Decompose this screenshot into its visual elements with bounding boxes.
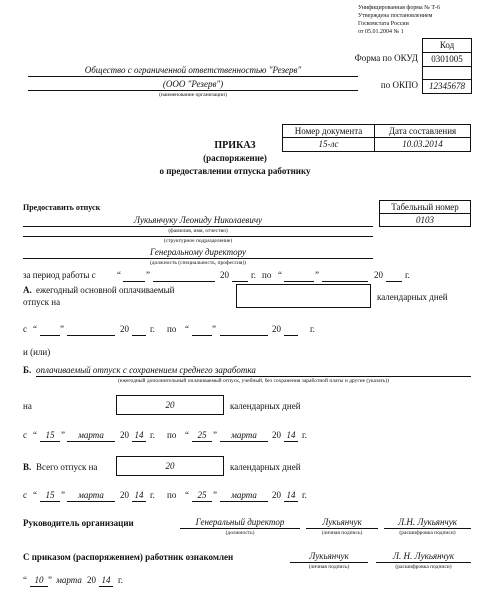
section-b-on: на [23,401,32,411]
v-day-to: 25 [192,490,212,502]
a-day-from-line [40,335,60,336]
period-day-from-line [123,281,145,282]
org-name-line1: Общество с ограниченной ответственностью "Резерв" [28,64,358,77]
section-b-days-box: 20 [116,395,224,415]
org-name-line2: (ООО "Резерв") [28,78,358,91]
section-v-days-label: календарных дней [230,462,301,472]
okpo-value: 12345678 [422,79,472,94]
b-year-from: 14 [132,430,146,442]
year-prefix: 20 [120,430,129,440]
ack-sign-caption: (личная подпись) [308,564,350,570]
period-day-to-line [284,281,314,282]
year-prefix: 20 [272,324,281,334]
approval-block [358,4,440,36]
period-year-prefix: 20 [220,270,229,280]
section-v-letter: В. [23,462,32,472]
to-label: по [167,324,177,334]
section-a-from: с [23,324,27,334]
okpo-label: по ОКПО [380,80,418,90]
a-year-to-line [284,335,298,336]
period-year-prefix: 20 [374,270,383,280]
b-year-to: 14 [284,430,298,442]
head-label: Руководитель организации [23,518,134,528]
doc-date-value: 10.03.2014 [374,137,471,152]
org-caption: (наименование организации) [159,92,227,98]
okud-value: 0301005 [422,52,472,67]
b-month-from: марта [67,430,115,442]
year-prefix: 20 [272,490,281,500]
period-quote-open: “ [117,270,121,280]
period-g: г. [251,270,256,280]
ack-sign: Лукьянчук [290,551,368,563]
g-label: г. [150,430,155,440]
head-position: Генеральный директор [180,517,300,529]
period-quote-open: “ [278,270,282,280]
title-rasporyazhenie: (распоряжение) [203,153,267,163]
section-a-line1: ежегодный основной оплачиваемый [36,285,175,295]
g-label: г. [150,490,155,500]
doc-date-header: Дата составления [374,124,471,138]
period-month-from-line [153,281,215,282]
dept-line [23,236,373,237]
ack-g: г. [118,575,123,585]
approval-line: от 05.01.2004 № 1 [358,29,404,35]
quote-open: “ [185,490,189,500]
or-label: и (или) [23,347,51,357]
decode-caption: (расшифровка подписи) [399,530,456,536]
title-subject: о предоставлении отпуска работнику [159,166,311,176]
fio-caption: (фамилия, имя, отчество) [168,228,228,234]
title-prikaz: ПРИКАЗ [214,140,256,151]
ack-year: 14 [99,575,113,587]
quote-close: ” [213,490,217,500]
quote-open: “ [33,430,37,440]
a-month-from-line [67,335,115,336]
head-sign: Лукьянчук [306,517,378,529]
section-a-days-label: календарных дней [377,292,448,302]
doc-number-value: 15-лс [282,137,375,152]
approval-line: Госкомстата России [358,21,409,27]
g-label: г. [302,490,307,500]
period-label: за период работы с [23,270,96,280]
section-b-days-label: календарных дней [230,401,301,411]
quote-close: ” [48,575,52,585]
approval-line: Утверждена постановлением [358,13,433,19]
g-label: г. [310,324,315,334]
ack-decode: Л. Н. Лукьянчук [376,551,471,563]
quote-close: ” [212,324,216,334]
quote-close: ” [61,430,65,440]
b-month-to: марта [220,430,268,442]
code-header: Код [422,38,472,52]
section-a-line2: отпуск на [23,297,61,307]
section-b-letter: Б. [23,365,32,375]
v-month-to: марта [220,490,268,502]
doc-number-header: Номер документа [282,124,375,138]
period-month-to-line [322,281,368,282]
v-from: с [23,490,27,500]
period-quote-close: ” [146,270,150,280]
ack-label: С приказом (распоряжением) работник ознакомлен [23,552,234,562]
ack-decode-caption: (расшифровка подписи) [395,564,452,570]
position-value: Генеральному директору [23,246,373,259]
to-label: по [167,430,177,440]
to-label: по [167,490,177,500]
period-g: г. [405,270,410,280]
period-quote-close: ” [315,270,319,280]
year-prefix: 20 [272,430,281,440]
tab-number-header: Табельный номер [379,200,471,214]
b-day-from: 15 [40,430,60,442]
approval-line: Унифицированная форма № Т-6 [358,5,441,11]
a-day-to-line [192,335,212,336]
section-a-letter: А. [23,285,32,295]
quote-open: “ [185,430,189,440]
quote-open: “ [33,324,37,334]
section-b-type: оплачиваемый отпуск с сохранением среднего заработка [36,364,471,377]
b-day-to: 25 [192,430,212,442]
ack-month: марта [56,575,82,585]
position-caption: (должность (специальность, профессия)) [149,260,247,266]
v-year-from: 14 [132,490,146,502]
v-month-from: марта [67,490,115,502]
ack-day: 10 [30,575,48,587]
period-year-to-line [386,281,402,282]
a-month-to-line [220,335,268,336]
period-year-from-line [232,281,248,282]
section-a-days-box [236,284,371,308]
b-from: с [23,430,27,440]
year-prefix: 20 [120,324,129,334]
section-v-days-box: 20 [116,456,224,476]
tab-number-value: 0103 [379,213,471,227]
v-year-to: 14 [284,490,298,502]
g-label: г. [150,324,155,334]
sign-caption: (личная подпись) [321,530,363,536]
section-b-caption: (ежегодный дополнительный оплачиваемый отпуск, учебный, без сохранения заработной платы и другие (указать)) [117,378,390,384]
quote-close: ” [60,324,64,334]
quote-open: “ [33,490,37,500]
okud-label: Форма по ОКУД [354,53,418,63]
ack-year-prefix: 20 [87,575,96,585]
head-decode: Л.Н. Лукьянчук [384,517,471,529]
year-prefix: 20 [120,490,129,500]
employee-name: Лукьянчуку Леониду Николаевичу [23,214,373,227]
quote-close: ” [213,430,217,440]
section-v-label: Всего отпуск на [36,462,98,472]
pos-caption: (должность) [225,530,255,536]
quote-open: “ [23,575,27,585]
dept-caption: (структурное подразделение) [163,238,233,244]
grant-label: Предоставить отпуск [23,203,101,212]
g-label: г. [302,430,307,440]
v-day-from: 15 [40,490,60,502]
quote-close: ” [61,490,65,500]
quote-open: “ [185,324,189,334]
period-to: по [262,270,272,280]
a-year-from-line [132,335,146,336]
